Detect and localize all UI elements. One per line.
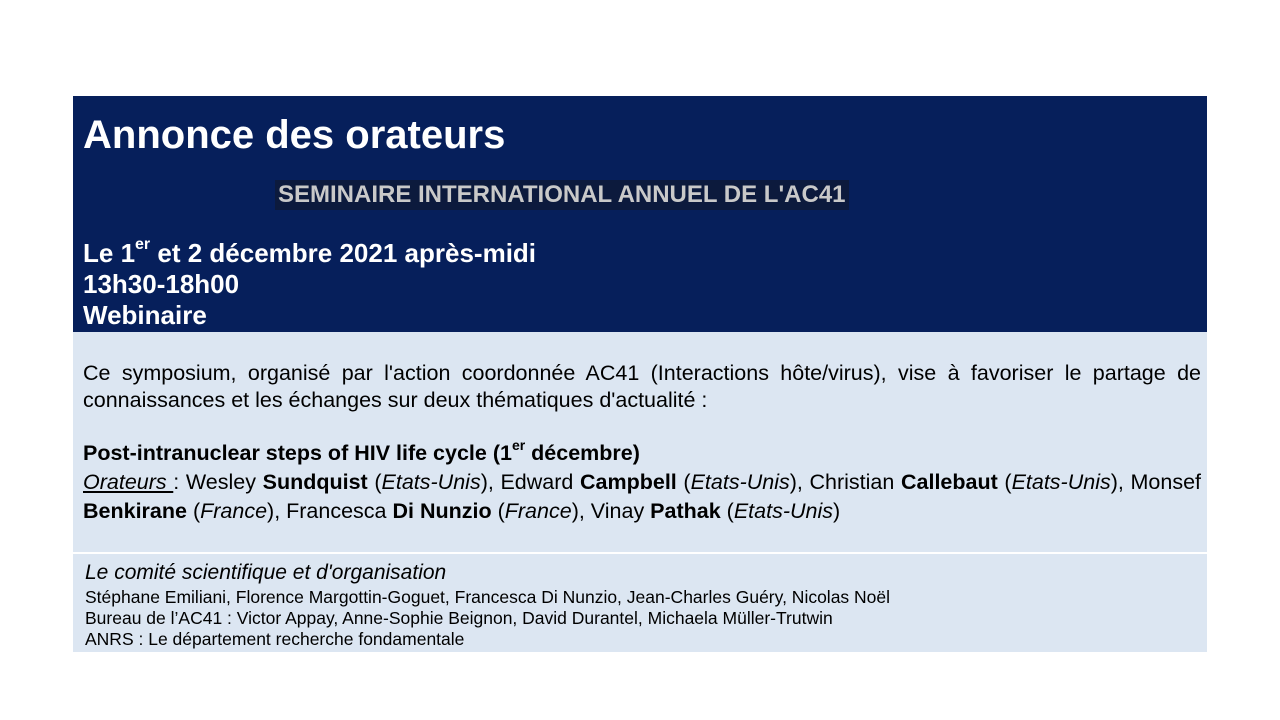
committee-line: Bureau de l’AC41 : Victor Appay, Anne-Sophie Beignon, David Durantel, Michaela Müller-Trutwin bbox=[85, 608, 833, 628]
speaker-first-name: Edward bbox=[500, 470, 580, 494]
speaker-country: Etats-Unis bbox=[690, 470, 790, 494]
speaker: Wesley Sundquist (Etats-Unis), bbox=[185, 470, 501, 494]
speaker-country: France bbox=[200, 499, 268, 523]
speaker-country: Etats-Unis bbox=[733, 499, 833, 523]
speaker-first-name: Francesca bbox=[286, 499, 393, 523]
speaker-country: Etats-Unis bbox=[381, 470, 481, 494]
speaker-first-name: Wesley bbox=[185, 470, 263, 494]
page-title: Annonce des orateurs bbox=[83, 113, 506, 157]
committee-line: ANRS : Le département recherche fondamentale bbox=[85, 629, 465, 649]
speakers-label: Orateurs bbox=[83, 470, 174, 494]
speaker-first-name: Christian bbox=[809, 470, 901, 494]
committee-panel bbox=[73, 554, 1207, 652]
topic-heading bbox=[83, 436, 640, 467]
event-details bbox=[83, 238, 536, 331]
speaker-first-name: Monsef bbox=[1130, 470, 1202, 494]
speaker-list bbox=[83, 470, 1201, 523]
event-time: 13h30-18h00 bbox=[83, 269, 240, 299]
event-date-superscript: er bbox=[135, 236, 151, 254]
speakers-separator: : bbox=[173, 470, 186, 494]
event-mode: Webinaire bbox=[83, 300, 207, 330]
seminar-title: SEMINAIRE INTERNATIONAL ANNUEL DE L'AC41 bbox=[275, 180, 849, 210]
committee-line: Stéphane Emiliani, Florence Margottin-Goguet, Francesca Di Nunzio, Jean-Charles Guéry, Nicolas Noël bbox=[85, 587, 891, 607]
speaker: Monsef Benkirane (France), bbox=[83, 470, 1202, 523]
speaker-country: France bbox=[504, 499, 572, 523]
event-date bbox=[83, 238, 536, 269]
speaker: Vinay Pathak (Etats-Unis) bbox=[590, 499, 841, 523]
event-date-suffix: et 2 décembre 2021 après-midi bbox=[150, 238, 537, 268]
speaker-last-name: Benkirane bbox=[83, 499, 187, 523]
speaker-first-name: Vinay bbox=[590, 499, 651, 523]
header-banner bbox=[73, 96, 1207, 332]
speaker-last-name: Di Nunzio bbox=[392, 499, 492, 523]
speaker-last-name: Sundquist bbox=[262, 470, 368, 494]
speaker-last-name: Callebaut bbox=[900, 470, 998, 494]
speaker-country: Etats-Unis bbox=[1011, 470, 1111, 494]
committee-members bbox=[85, 587, 890, 650]
topic-prefix: Post-intranuclear steps of HIV life cycle (1 bbox=[83, 441, 512, 465]
speaker-last-name: Campbell bbox=[580, 470, 677, 494]
speaker-last-name: Pathak bbox=[650, 499, 721, 523]
speaker: Francesca Di Nunzio (France), bbox=[286, 499, 591, 523]
topic-suffix: décembre) bbox=[525, 441, 640, 465]
speakers-paragraph bbox=[83, 468, 1201, 526]
speaker: Edward Campbell (Etats-Unis), bbox=[500, 470, 810, 494]
committee-title: Le comité scientifique et d'organisation bbox=[85, 561, 447, 584]
event-date-prefix: Le 1 bbox=[83, 238, 136, 268]
intro-paragraph: Ce symposium, organisé par l'action coordonnée AC41 (Interactions hôte/virus), vise à favoriser le partage de connaissances et les échanges sur deux thématiques d'actualité : bbox=[83, 361, 1201, 412]
description-panel bbox=[73, 332, 1207, 552]
speaker: Christian Callebaut (Etats-Unis), bbox=[809, 470, 1131, 494]
topic-superscript: er bbox=[511, 436, 526, 453]
